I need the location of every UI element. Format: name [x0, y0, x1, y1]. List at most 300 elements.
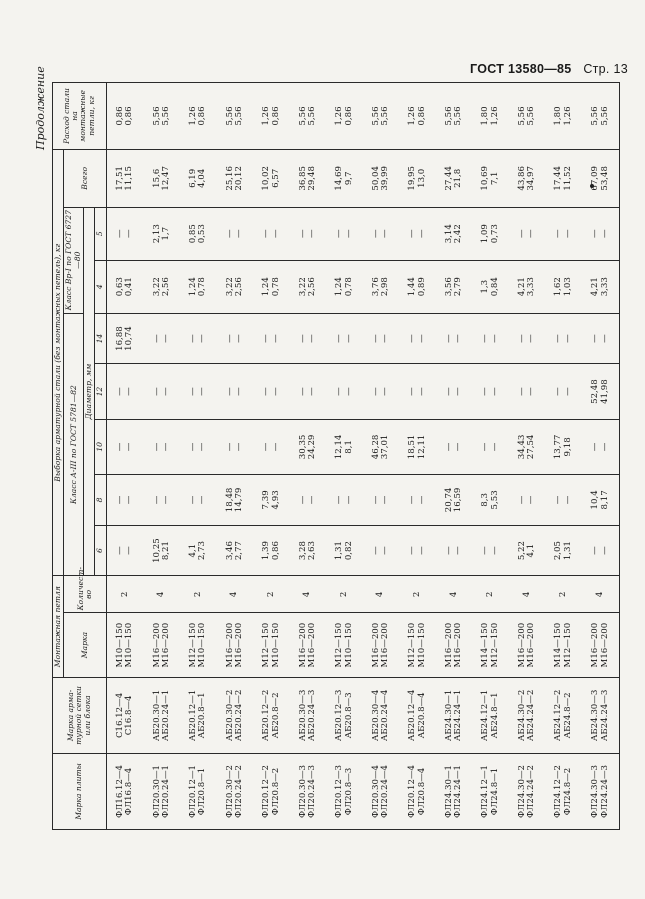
- d12-value: [582, 364, 619, 419]
- d12-value-line: —: [334, 387, 345, 396]
- d6-value-line: —: [114, 546, 125, 555]
- loop-count-line: 4: [594, 591, 605, 598]
- total-value-line: 4,04: [197, 168, 208, 188]
- mesh-mark: [399, 677, 436, 753]
- loop-steel-value-line: 0,86: [114, 106, 125, 126]
- d6-value-line: 4,1: [188, 543, 199, 558]
- loop-count: [326, 576, 363, 613]
- d8-value: [472, 475, 509, 526]
- mesh-mark-line: С16.8—4: [124, 695, 135, 736]
- d5-value: [326, 207, 363, 260]
- plate-mark: [217, 753, 254, 829]
- plate-mark: [399, 753, 436, 829]
- loop-steel-value: [399, 83, 436, 150]
- d12-value: [180, 364, 217, 419]
- d12-value-line: —: [562, 387, 573, 396]
- loop-mark: [472, 613, 509, 678]
- mesh-mark: [363, 677, 400, 753]
- d10-value-line: 18,51: [407, 434, 418, 460]
- d8-value: [509, 475, 546, 526]
- d6-value-line: 5,22: [516, 541, 527, 561]
- mesh-mark-line: АБ24.30—3: [590, 689, 601, 742]
- total-value: [180, 149, 217, 207]
- plate-mark-line: ФЛ20.24—4: [380, 764, 391, 818]
- loop-count: [472, 576, 509, 613]
- plate-mark-line: ФЛ24.8—1: [489, 767, 500, 816]
- d8-value-line: —: [370, 495, 381, 505]
- d14-value-line: —: [562, 334, 573, 343]
- d4-value-line: 0,78: [343, 277, 354, 297]
- mesh-mark-line: АБ20.8—4: [416, 692, 427, 739]
- d12-value: [253, 364, 290, 419]
- d8-value: [582, 475, 619, 526]
- page-header: [470, 62, 628, 76]
- d8-value-line: —: [197, 495, 208, 505]
- d6-value: [106, 525, 143, 576]
- d10-value: [290, 419, 327, 474]
- loop-steel-value: [144, 83, 181, 150]
- mesh-mark-line: АБ20.24—3: [307, 689, 318, 742]
- d5-value-line: —: [380, 229, 391, 238]
- total-value-line: 17,51: [114, 166, 125, 191]
- mesh-mark: [290, 677, 327, 753]
- d12-value: [436, 364, 473, 419]
- total-value: [144, 149, 181, 207]
- d14-value: [290, 313, 327, 364]
- d8-value-line: —: [160, 495, 171, 505]
- loop-mark-line: М16—200: [233, 622, 244, 668]
- loop-mark-line: М12—150: [489, 622, 500, 668]
- d6-value: [582, 525, 619, 576]
- d8-value-line: 7,39: [261, 490, 272, 510]
- mesh-mark-line: АБ24.12—1: [480, 689, 491, 742]
- d10-value-line: —: [453, 442, 464, 452]
- total-value-line: 39,99: [380, 166, 391, 191]
- d6-value-line: —: [407, 546, 418, 555]
- total-value-line: 10,69: [480, 166, 491, 191]
- d12-value: [509, 364, 546, 419]
- d10-value: [363, 419, 400, 474]
- d8-value: [399, 475, 436, 526]
- d6-value-line: 3,28: [297, 541, 308, 561]
- reinforcement-table: [52, 82, 620, 830]
- table-row: [363, 83, 400, 830]
- d10-value: [144, 419, 181, 474]
- d4-value-line: 2,56: [307, 277, 318, 297]
- d6-value-line: —: [480, 546, 491, 555]
- d8-value: [326, 475, 363, 526]
- mesh-mark-line: АБ24.30—1: [443, 689, 454, 742]
- d12-value: [217, 364, 254, 419]
- loop-steel-value-line: 0,86: [124, 106, 135, 126]
- loop-count-line: 4: [375, 591, 386, 598]
- d6-value: [144, 525, 181, 576]
- d8-value-line: 10,4: [590, 490, 601, 510]
- loop-mark: [290, 613, 327, 678]
- header-raskhod: Расход стали на монтажные петли, кг: [53, 83, 107, 150]
- mesh-mark: [180, 677, 217, 753]
- mesh-mark: [472, 677, 509, 753]
- loop-count: [399, 576, 436, 613]
- loop-mark-line: М12—150: [261, 622, 272, 668]
- total-value-line: 20,12: [233, 166, 244, 191]
- d8-value-line: —: [516, 495, 527, 505]
- d10-value-line: 46,28: [370, 434, 381, 460]
- d10-value-line: 8,1: [343, 440, 354, 454]
- d14-value: [144, 313, 181, 364]
- d4-value-line: 2,56: [233, 277, 244, 297]
- loop-steel-value-line: 5,56: [380, 106, 391, 126]
- standard-number: ГОСТ 13580—85: [470, 62, 572, 76]
- d10-value-line: 37,01: [380, 434, 391, 460]
- loop-steel-value-line: 5,56: [516, 106, 527, 126]
- mesh-mark-line: АБ20.30—2: [224, 689, 235, 742]
- d8-value-line: —: [343, 495, 354, 505]
- loop-steel-value-line: 5,56: [443, 106, 454, 126]
- d12-value-line: —: [124, 387, 135, 396]
- d14-value-line: —: [407, 334, 418, 343]
- loop-count: [582, 576, 619, 613]
- d4-value-line: 3,22: [297, 277, 308, 297]
- d5-value-line: —: [334, 229, 345, 238]
- plate-mark-line: ФЛ20.30—1: [151, 764, 162, 818]
- d4-value-line: 2,98: [380, 277, 391, 297]
- d14-value-line: —: [489, 334, 500, 343]
- d12-value: [472, 364, 509, 419]
- loop-steel-value-line: 5,56: [233, 106, 244, 126]
- total-value: [545, 149, 582, 207]
- d10-value-line: —: [443, 442, 454, 452]
- d14-value: [582, 313, 619, 364]
- loop-mark-line: М16—200: [224, 622, 235, 668]
- mesh-mark-line: АБ20.12—1: [188, 689, 199, 742]
- mesh-mark: [106, 677, 143, 753]
- d4-value: [326, 260, 363, 313]
- header-d5: 5: [95, 207, 106, 260]
- mesh-mark: [545, 677, 582, 753]
- d8-value-line: 8,17: [599, 490, 610, 510]
- plate-mark-line: ФЛ20.8—1: [197, 767, 208, 816]
- d8-value-line: 8,3: [480, 493, 491, 507]
- table-row: [144, 83, 181, 830]
- total-value: [217, 149, 254, 207]
- d6-value: [326, 525, 363, 576]
- d6-value-line: 0,86: [270, 541, 281, 561]
- d6-value-line: —: [489, 546, 500, 555]
- d4-value-line: 1,03: [562, 277, 573, 297]
- loop-mark: [106, 613, 143, 678]
- d12-value: [399, 364, 436, 419]
- d8-value-line: —: [124, 495, 135, 505]
- d14-value-line: —: [151, 334, 162, 343]
- plate-mark-line: ФЛ24.12—2: [553, 764, 564, 818]
- d4-value: [253, 260, 290, 313]
- loop-steel-value: [253, 83, 290, 150]
- d14-value-line: —: [480, 334, 491, 343]
- d10-value-line: 27,54: [526, 434, 537, 460]
- d5-value-line: 1,7: [160, 226, 171, 241]
- d6-value-line: 10,25: [151, 538, 162, 563]
- header-montazhnaya-petlya: Монтажная петля: [53, 576, 64, 677]
- d4-value-line: 3,22: [151, 277, 162, 297]
- header-vyborka: Выборка арматурной стали (без монтажных петель), кг: [53, 149, 64, 576]
- d12-value-line: —: [526, 387, 537, 396]
- d14-value-line: —: [297, 334, 308, 343]
- plate-mark: [180, 753, 217, 829]
- loop-count: [217, 576, 254, 613]
- d5-value-line: 2,42: [453, 224, 464, 244]
- loop-steel-value: [106, 83, 143, 150]
- d10-value-line: —: [270, 442, 281, 452]
- plate-mark: [545, 753, 582, 829]
- header-marka-plity: Марка плиты: [53, 753, 107, 829]
- d12-value-line: —: [197, 387, 208, 396]
- d14-value-line: —: [590, 334, 601, 343]
- loop-steel-value: [180, 83, 217, 150]
- total-value-line: 25,16: [224, 166, 235, 191]
- loop-mark: [326, 613, 363, 678]
- d12-value-line: —: [370, 387, 381, 396]
- d5-value-line: —: [307, 229, 318, 238]
- d5-value: [399, 207, 436, 260]
- d4-value-line: 4,21: [516, 277, 527, 297]
- loop-mark-line: М10—150: [124, 622, 135, 668]
- header-d4: 4: [95, 260, 106, 313]
- d8-value: [144, 475, 181, 526]
- d10-value: [253, 419, 290, 474]
- d14-value-line: —: [270, 334, 281, 343]
- total-value-line: 6,57: [270, 168, 281, 188]
- d5-value: [436, 207, 473, 260]
- total-value-line: 27,44: [443, 166, 454, 191]
- d4-value: [436, 260, 473, 313]
- d8-value-line: —: [151, 495, 162, 505]
- d5-value-line: 3,14: [443, 224, 454, 244]
- loop-mark: [253, 613, 290, 678]
- d10-value-line: —: [489, 442, 500, 452]
- d10-value-line: —: [224, 442, 235, 452]
- d12-value-line: —: [160, 387, 171, 396]
- loop-mark-line: М12—150: [334, 622, 345, 668]
- d12-value-line: —: [151, 387, 162, 396]
- table-row: [436, 83, 473, 830]
- loop-steel-value-line: 5,56: [599, 106, 610, 126]
- table-header: [53, 83, 107, 830]
- d6-value: [399, 525, 436, 576]
- total-value: [436, 149, 473, 207]
- loop-steel-value-line: 1,80: [480, 106, 491, 126]
- table-row: [545, 83, 582, 830]
- d12-value-line: —: [343, 387, 354, 396]
- table-row: [217, 83, 254, 830]
- d10-value: [399, 419, 436, 474]
- d8-value: [290, 475, 327, 526]
- d4-value: [545, 260, 582, 313]
- d8-value: [363, 475, 400, 526]
- d10-value-line: —: [261, 442, 272, 452]
- total-value-line: 7,1: [489, 171, 500, 186]
- d4-value-line: 1,62: [553, 277, 564, 297]
- d4-value-line: 1,24: [334, 277, 345, 297]
- d5-value: [363, 207, 400, 260]
- d14-value: [436, 313, 473, 364]
- total-value-line: 50,04: [370, 166, 381, 191]
- plate-mark-line: ФЛ24.30—1: [443, 764, 454, 818]
- d10-value: [106, 419, 143, 474]
- loop-count-line: 2: [485, 591, 496, 598]
- d14-value-line: 16,88: [114, 326, 125, 351]
- mesh-mark-line: АБ20.8—3: [343, 692, 354, 739]
- d5-value-line: —: [370, 229, 381, 238]
- loop-steel-value-line: 0,86: [197, 106, 208, 126]
- loop-steel-value-line: 1,26: [334, 106, 345, 126]
- d4-value-line: 1,3: [480, 279, 491, 294]
- d8-value: [180, 475, 217, 526]
- loop-count-line: 2: [119, 591, 130, 598]
- total-value-line: 11,52: [562, 166, 573, 191]
- d8-value-line: 4,93: [270, 490, 281, 510]
- d14-value-line: —: [443, 334, 454, 343]
- table-row: [582, 83, 619, 830]
- loop-steel-value-line: 5,56: [297, 106, 308, 126]
- d12-value-line: 52,48: [590, 379, 601, 404]
- plate-mark-line: ФЛ24.30—2: [516, 764, 527, 818]
- total-value: [472, 149, 509, 207]
- d14-value-line: —: [197, 334, 208, 343]
- d5-value: [582, 207, 619, 260]
- d5-value-line: —: [114, 229, 125, 238]
- d12-value-line: —: [516, 387, 527, 396]
- d5-value-line: —: [270, 229, 281, 238]
- plate-mark: [436, 753, 473, 829]
- d10-value-line: 12,11: [416, 434, 427, 460]
- d14-value: [545, 313, 582, 364]
- d5-value-line: —: [224, 229, 235, 238]
- loop-count-line: 4: [156, 591, 167, 598]
- d12-value-line: —: [489, 387, 500, 396]
- loop-mark-line: М12—150: [188, 622, 199, 668]
- total-value-line: 21,8: [453, 168, 464, 188]
- d12-value-line: —: [416, 387, 427, 396]
- loop-count-line: 2: [558, 591, 569, 598]
- mesh-mark-line: С16.12—4: [114, 692, 125, 739]
- d5-value: [472, 207, 509, 260]
- d6-value-line: —: [443, 546, 454, 555]
- d10-value-line: —: [114, 442, 125, 452]
- loop-mark: [436, 613, 473, 678]
- total-value: [290, 149, 327, 207]
- d6-value-line: 2,05: [553, 541, 564, 561]
- plate-mark: [106, 753, 143, 829]
- d8-value: [106, 475, 143, 526]
- d10-value-line: —: [124, 442, 135, 452]
- total-value-line: 19,95: [407, 166, 418, 191]
- d8-value-line: —: [188, 495, 199, 505]
- d6-value-line: —: [124, 546, 135, 555]
- d14-value: [217, 313, 254, 364]
- total-value-line: 67,09: [590, 166, 601, 191]
- loop-mark: [582, 613, 619, 678]
- loop-mark-line: М10—150: [270, 622, 281, 668]
- d8-value-line: —: [380, 495, 391, 505]
- d12-value: [290, 364, 327, 419]
- d4-value: [106, 260, 143, 313]
- mesh-mark-line: АБ24.12—2: [553, 689, 564, 742]
- plate-mark-line: ФЛ20.8—3: [343, 767, 354, 816]
- d12-value-line: —: [297, 387, 308, 396]
- d6-value-line: 8,21: [160, 541, 171, 561]
- loop-mark-line: М16—200: [151, 622, 162, 668]
- d4-value-line: 0,78: [197, 277, 208, 297]
- loop-mark-line: М16—200: [516, 622, 527, 668]
- d4-value: [399, 260, 436, 313]
- d5-value-line: —: [261, 229, 272, 238]
- d12-value: [326, 364, 363, 419]
- d10-value-line: —: [233, 442, 244, 452]
- loop-steel-value-line: 1,80: [553, 106, 564, 126]
- d5-value: [217, 207, 254, 260]
- total-value-line: 15,6: [151, 168, 162, 188]
- d12-value-line: —: [270, 387, 281, 396]
- total-value-line: 12,47: [160, 166, 171, 191]
- loop-steel-value-line: 1,26: [261, 106, 272, 126]
- mesh-mark: [509, 677, 546, 753]
- loop-count-line: 4: [229, 591, 240, 598]
- total-value-line: 43,86: [516, 166, 527, 191]
- d14-value: [509, 313, 546, 364]
- d10-value-line: —: [151, 442, 162, 452]
- loop-count: [290, 576, 327, 613]
- total-value: [363, 149, 400, 207]
- d8-value-line: 16,59: [453, 487, 464, 513]
- loop-steel-value: [509, 83, 546, 150]
- d10-value-line: 9,18: [562, 437, 573, 457]
- plate-mark-line: ФЛ20.8—4: [416, 767, 427, 816]
- loop-count-line: 4: [302, 591, 313, 598]
- total-value-line: 29,48: [307, 166, 318, 191]
- plate-mark-line: ФЛ20.24—2: [233, 764, 244, 818]
- d14-value-line: —: [343, 334, 354, 343]
- d5-value-line: —: [516, 229, 527, 238]
- d12-value-line: —: [224, 387, 235, 396]
- loop-steel-value-line: 5,56: [151, 106, 162, 126]
- plate-mark: [326, 753, 363, 829]
- mesh-mark-line: АБ20.30—4: [370, 689, 381, 742]
- d4-value-line: 4,21: [590, 277, 601, 297]
- d12-value: [363, 364, 400, 419]
- plate-mark: [363, 753, 400, 829]
- d14-value-line: —: [453, 334, 464, 343]
- header-d6: 6: [95, 525, 106, 576]
- loop-count-line: 4: [448, 591, 459, 598]
- d5-value: [253, 207, 290, 260]
- total-value-line: 36,85: [297, 166, 308, 191]
- d12-value-line: —: [307, 387, 318, 396]
- loop-mark-line: М16—200: [590, 622, 601, 668]
- d5-value: [144, 207, 181, 260]
- d6-value-line: —: [380, 546, 391, 555]
- total-value: [399, 149, 436, 207]
- d4-value-line: 0,78: [270, 277, 281, 297]
- d14-value-line: —: [160, 334, 171, 343]
- mesh-mark-line: АБ24.24—2: [526, 689, 537, 742]
- d14-value-line: —: [526, 334, 537, 343]
- d10-value: [326, 419, 363, 474]
- d6-value: [436, 525, 473, 576]
- header-d10: 10: [95, 419, 106, 474]
- table-row: [290, 83, 327, 830]
- plate-mark-line: ФЛ24.24—1: [453, 764, 464, 818]
